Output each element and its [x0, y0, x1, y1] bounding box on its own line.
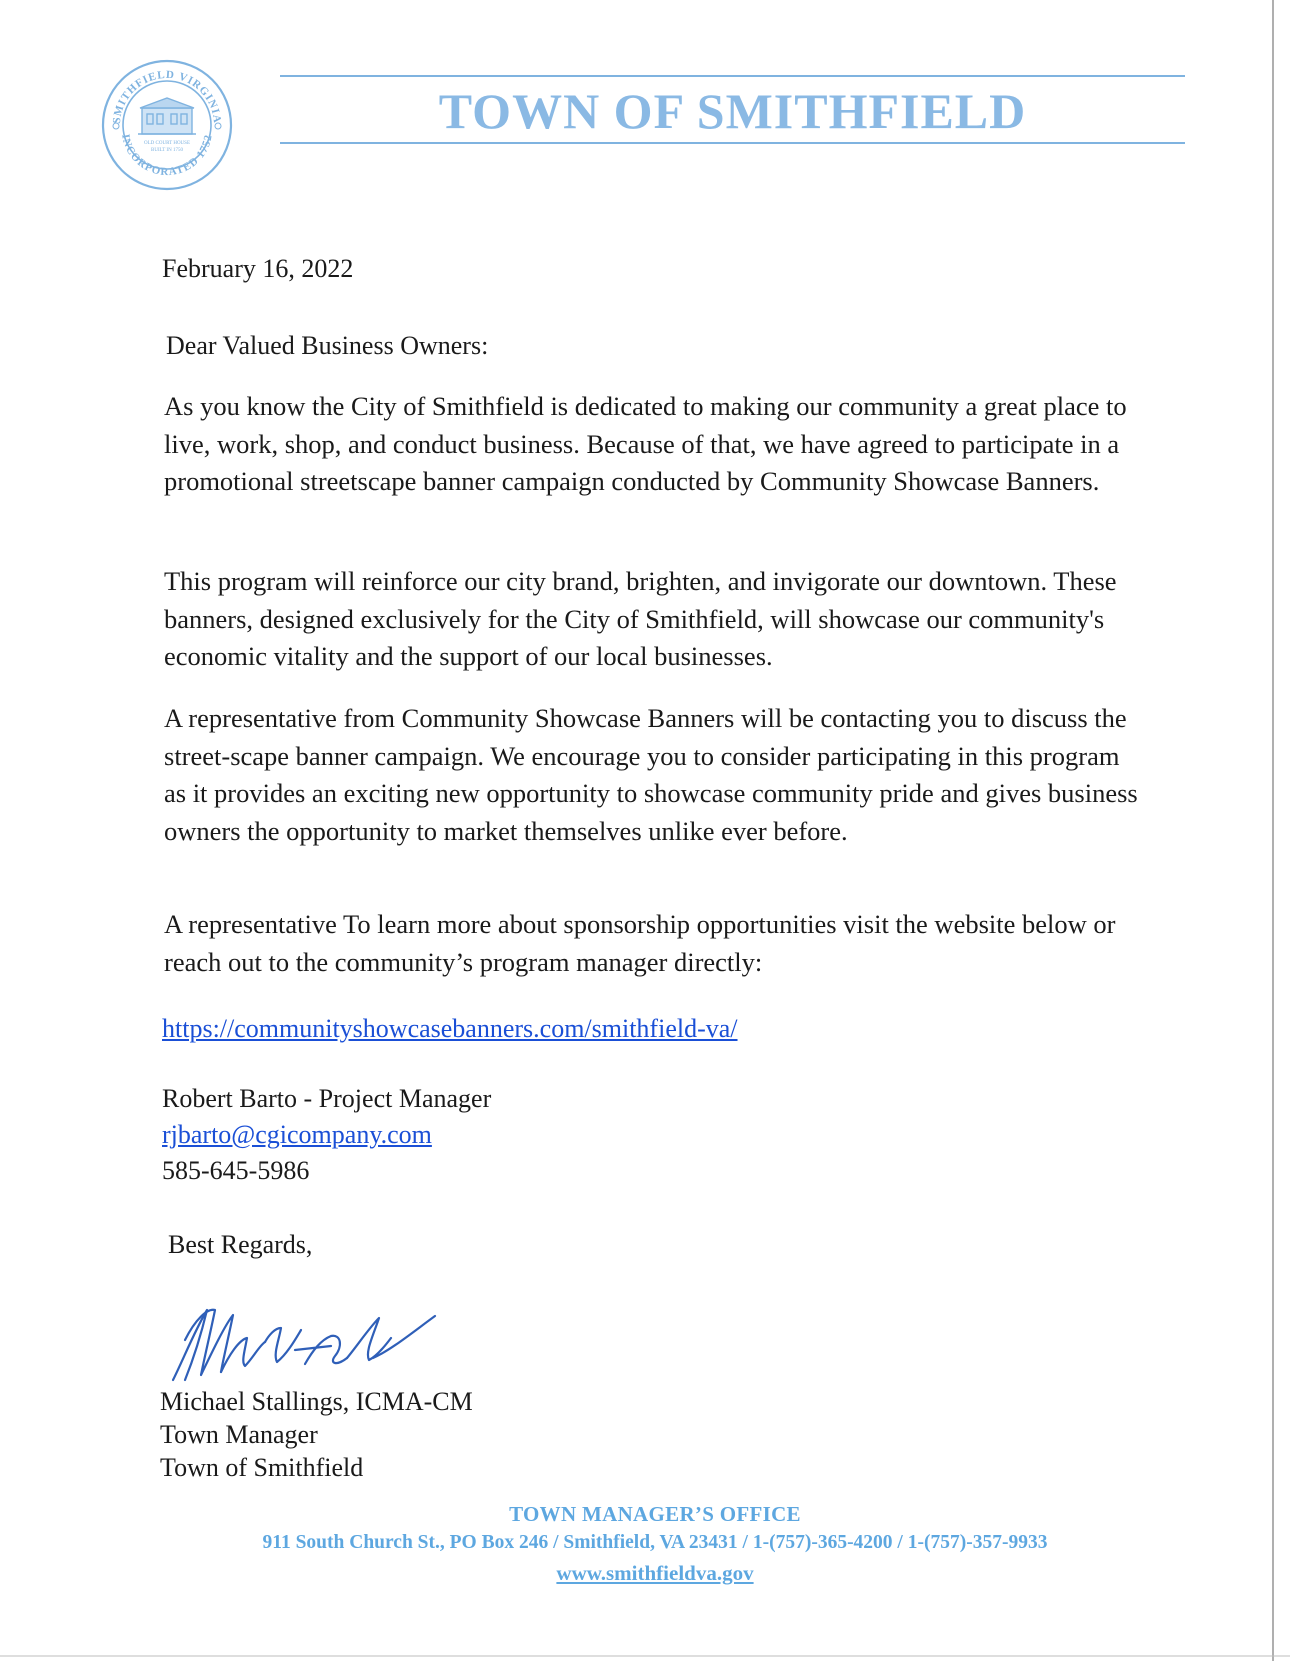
letter-footer — [0, 1500, 1290, 1588]
signer-block — [160, 1385, 473, 1484]
scan-edge-right — [1272, 0, 1274, 1661]
body-paragraph-2: This program will reinforce our city brand, brighten, and invigorate our downtown. These banners, designed exclusively for the City of Smithfield, will showcase our community's economic vitality and the support of our local businesses. — [164, 566, 1117, 671]
body-paragraph-1: As you know the City of Smithfield is dedicated to making our community a great place to live, work, shop, and conduct business. Because of that, we have agreed to participate in a promotional streetscape banner campaign conducted by Community Showcase Banners. — [164, 391, 1127, 496]
seal-bottom-text: INCORPORATED 1752 — [119, 133, 215, 179]
footer-address: 911 South Church St., PO Box 246 / Smithfield, VA 23431 / 1-(757)-365-4200 / 1-(757)-357-9933 — [262, 1532, 1048, 1553]
contact-name-title: Robert Barto - Project Manager — [162, 1084, 492, 1113]
courthouse-icon — [138, 98, 196, 134]
signer-title: Town Manager — [160, 1420, 318, 1449]
letter-date: February 16, 2022 — [162, 254, 354, 283]
letterhead-title: TOWN OF SMITHFIELD — [438, 83, 1027, 139]
signer-name: Michael Stallings, ICMA-CM — [160, 1387, 473, 1416]
contact-block — [162, 1081, 491, 1189]
svg-text:INCORPORATED 1752 — [119, 133, 215, 178]
letter-salutation: Dear Valued Business Owners: — [166, 331, 489, 360]
contact-email-link[interactable]: rjbarto@cgicompany.com — [162, 1120, 432, 1149]
footer-website-link[interactable]: www.smithfieldva.gov — [556, 1561, 754, 1585]
header-rule-top — [280, 75, 1185, 77]
seal-top-text: SMITHFIELD VIRGINIA — [110, 68, 224, 125]
handwritten-signature — [155, 1280, 455, 1390]
scan-edge-bottom — [0, 1655, 1290, 1657]
town-seal-logo — [100, 58, 234, 192]
footer-office: TOWN MANAGER’S OFFICE — [509, 1502, 801, 1526]
website-link[interactable]: https://communityshowcasebanners.com/smithfield-va/ — [162, 1014, 738, 1043]
letter-closing: Best Regards, — [168, 1230, 313, 1259]
svg-text:OLD COURT HOUSE: OLD COURT HOUSE — [144, 141, 190, 146]
header-rule-bottom — [280, 142, 1185, 144]
contact-phone: 585-645-5986 — [162, 1156, 310, 1185]
body-paragraph-4: A representative To learn more about sponsorship opportunities visit the website below or reach out to the community’s program manager directly: — [164, 909, 1116, 977]
body-paragraph-3: A representative from Community Showcase Banners will be contacting you to discuss the street-scape banner campaign. We encourage you to consider participating in this program as it provides an exciting new opportunity to showcase community pride and gives business owners the opportunity to market themselves unlike ever before. — [164, 703, 1138, 846]
svg-text:BUILT IN 1750: BUILT IN 1750 — [151, 148, 183, 153]
signer-organization: Town of Smithfield — [160, 1453, 364, 1482]
